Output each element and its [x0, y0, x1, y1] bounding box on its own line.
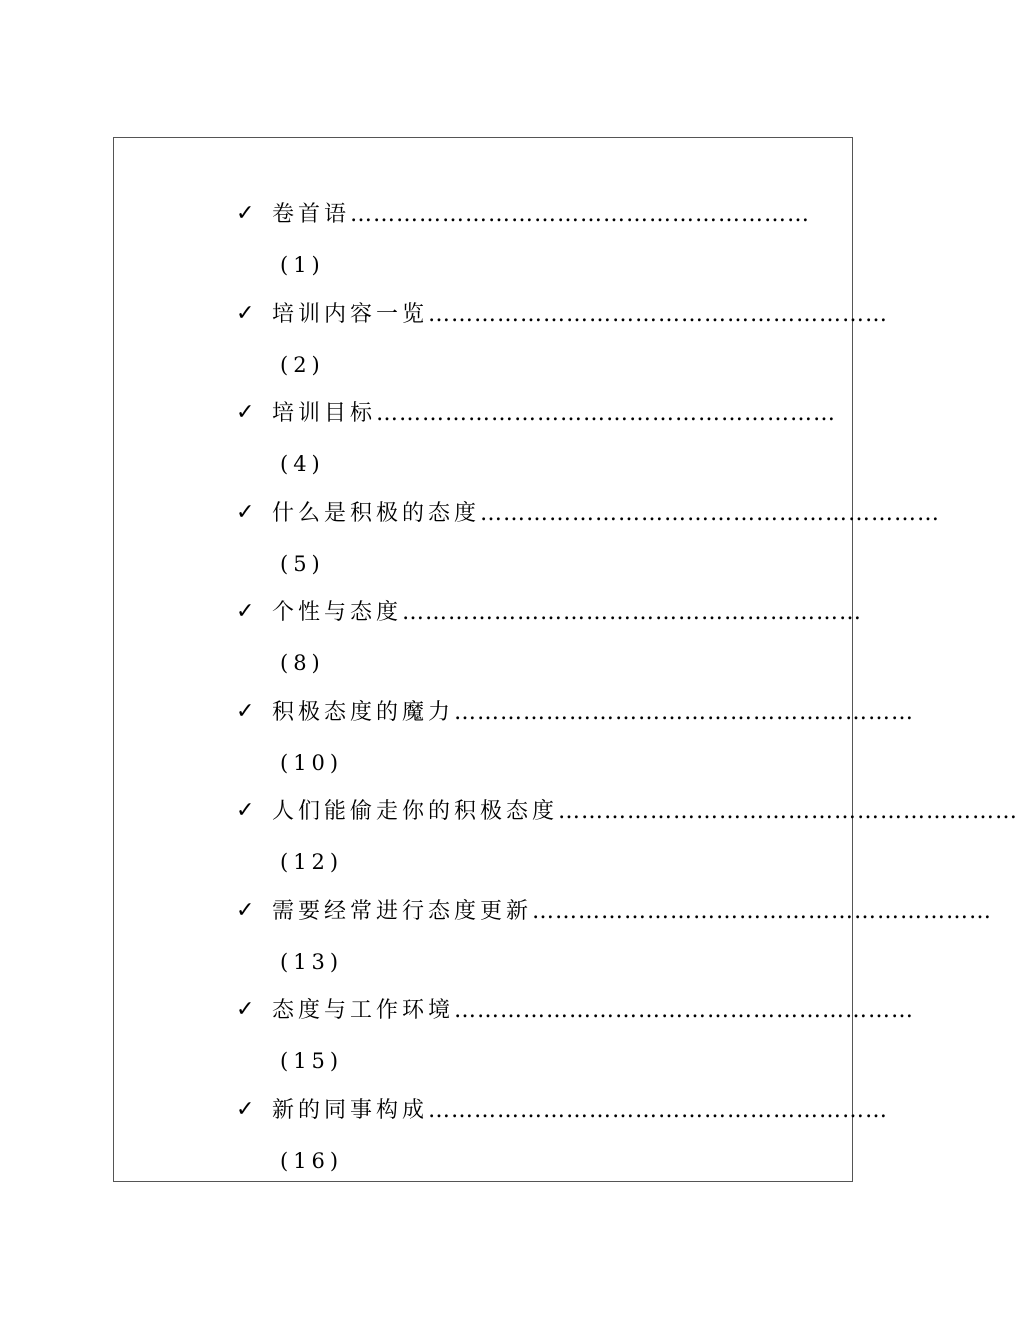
toc-leader-dots: …………………………………………………… [376, 401, 837, 426]
toc-entry-line [272, 200, 811, 230]
toc-entry-line [272, 598, 863, 628]
toc-page-number: (13) [280, 950, 344, 974]
checkmark-icon: ✓ [236, 201, 255, 226]
checkmark-icon: ✓ [236, 301, 255, 326]
checkmark-icon: ✓ [236, 798, 255, 823]
toc-entry-line [272, 399, 837, 429]
table-of-contents-frame [113, 137, 1018, 1182]
toc-entry-line [272, 499, 941, 529]
toc-entry-title: 什么是积极的态度 [272, 501, 481, 526]
toc-page-number: (8) [280, 651, 325, 675]
toc-entry-line [272, 300, 889, 330]
toc-leader-dots: …………………………………………………… [428, 302, 889, 327]
toc-page-number: (16) [280, 1149, 344, 1173]
checkmark-icon: ✓ [236, 599, 255, 624]
checkmark-icon: ✓ [236, 400, 255, 425]
toc-entry-title: 需要经常进行态度更新 [272, 899, 533, 924]
toc-leader-dots: …………………………………………………… [558, 799, 1018, 824]
checkmark-icon: ✓ [236, 898, 255, 923]
toc-entry[interactable] [114, 337, 852, 476]
toc-entry[interactable] [114, 934, 915, 1073]
toc-entry[interactable] [114, 238, 889, 377]
toc-leader-dots: …………………………………………………… [402, 600, 863, 625]
checkmark-icon: ✓ [236, 997, 255, 1022]
toc-entry-title: 新的同事构成 [272, 1098, 429, 1123]
toc-entry-title: 积极态度的魔力 [272, 700, 455, 725]
toc-page-number: (12) [280, 850, 344, 874]
toc-entry-line [272, 698, 915, 728]
toc-entry-line [272, 996, 915, 1026]
toc-entry-title: 态度与工作环境 [272, 998, 455, 1023]
toc-page-number: (2) [280, 353, 325, 377]
toc-page-number: (5) [280, 552, 325, 576]
toc-leader-dots: …………………………………………………… [454, 700, 915, 725]
checkmark-icon: ✓ [236, 699, 255, 724]
toc-entry-title: 培训内容一览 [272, 302, 429, 327]
toc-page-number: (10) [280, 751, 344, 775]
toc-entry-line [272, 897, 993, 927]
toc-page-number: (1) [280, 253, 325, 277]
toc-leader-dots: …………………………………………………… [428, 1098, 889, 1123]
toc-entry[interactable] [114, 735, 1018, 874]
checkmark-icon: ✓ [236, 500, 255, 525]
toc-entry-title: 卷首语 [272, 202, 351, 227]
toc-entry-title: 人们能偷走你的积极态度 [272, 799, 559, 824]
toc-page-number: (4) [280, 452, 325, 476]
toc-entry[interactable] [114, 138, 852, 277]
toc-entry-line [272, 797, 1018, 827]
toc-leader-dots: …………………………………………………… [480, 501, 941, 526]
toc-entry-title: 个性与态度 [272, 600, 403, 625]
toc-entry[interactable] [114, 437, 941, 576]
toc-entry[interactable] [114, 636, 915, 775]
toc-entry[interactable] [114, 1034, 889, 1173]
toc-entry[interactable] [114, 835, 993, 974]
toc-page-number: (15) [280, 1049, 344, 1073]
toc-entry[interactable] [114, 536, 863, 675]
toc-entry-title: 培训目标 [272, 401, 377, 426]
toc-leader-dots: …………………………………………………… [350, 202, 811, 227]
toc-entry-line [272, 1096, 889, 1126]
toc-leader-dots: …………………………………………………… [532, 899, 993, 924]
toc-leader-dots: …………………………………………………… [454, 998, 915, 1023]
checkmark-icon: ✓ [236, 1097, 255, 1122]
